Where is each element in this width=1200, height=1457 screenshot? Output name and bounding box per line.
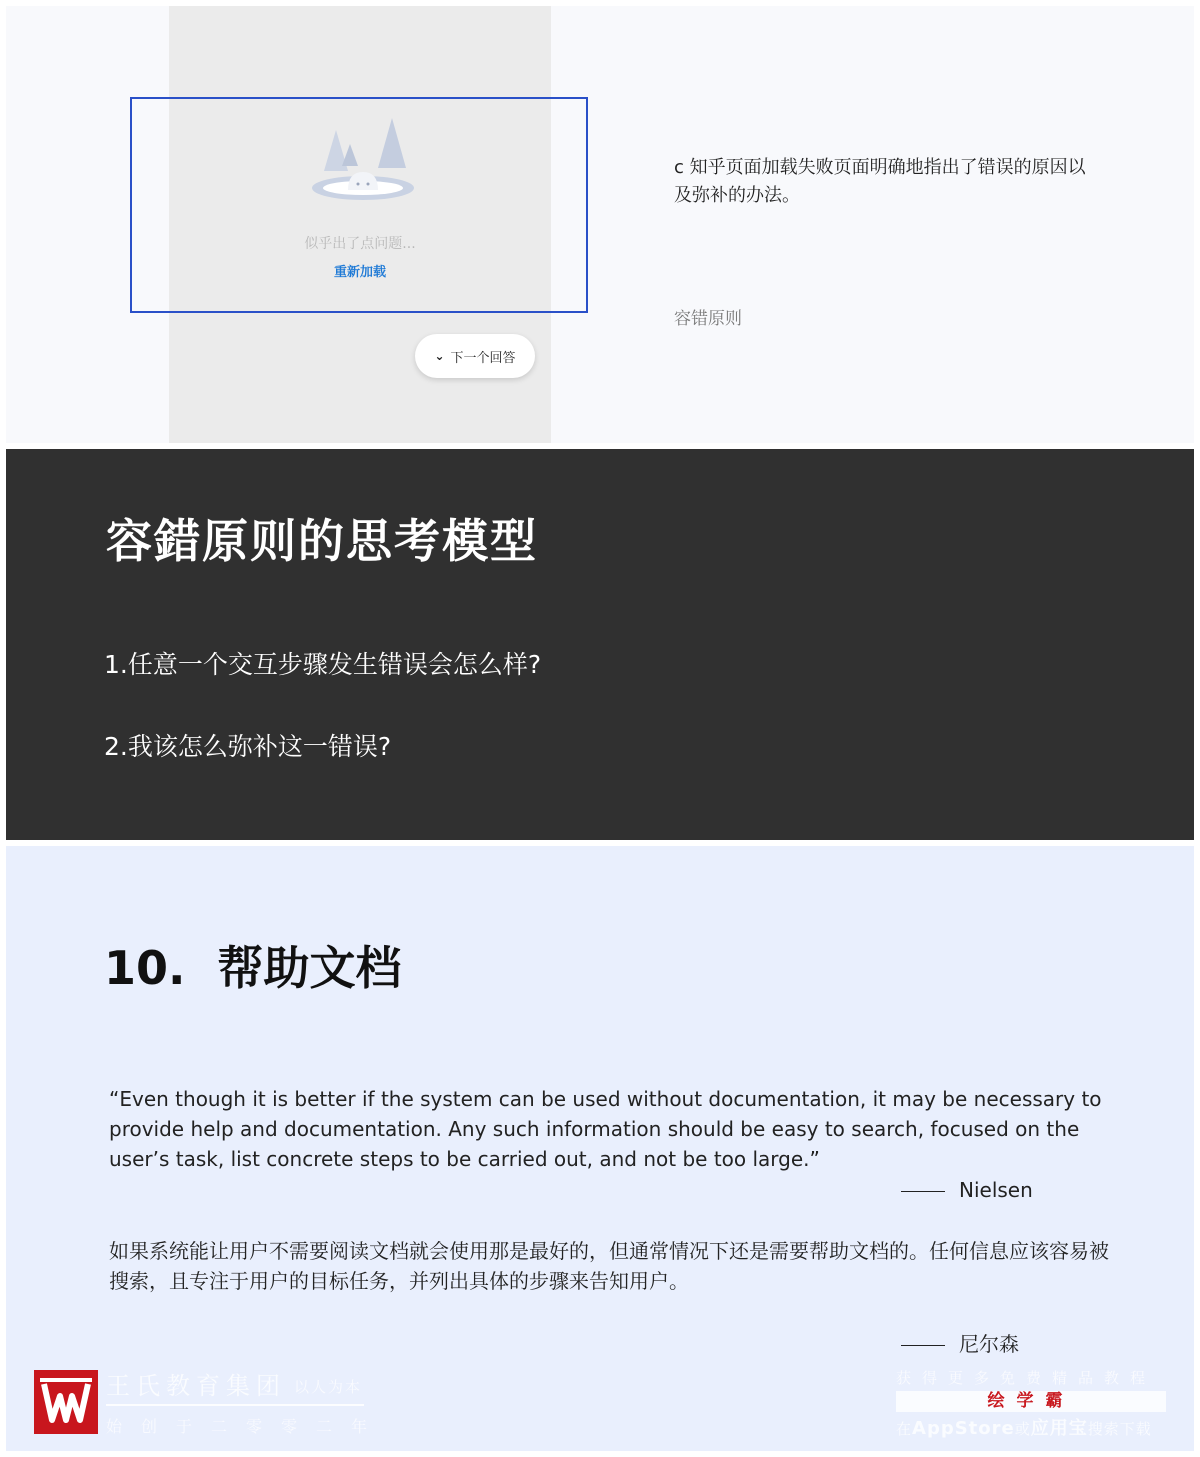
dash-divider bbox=[901, 1345, 945, 1346]
next-answer-label: 下一个回答 bbox=[450, 350, 516, 366]
quote-author-english bbox=[901, 1178, 1033, 1202]
watermark-org-name: 王氏教育集团 bbox=[106, 1372, 286, 1400]
error-example-section bbox=[6, 6, 1194, 443]
watermark-download-hint bbox=[896, 1414, 1152, 1440]
author-name: Nielsen bbox=[959, 1178, 1033, 1202]
hint-text: 搜索下载 bbox=[1087, 1420, 1152, 1438]
watermark-promo: 获得更多免费精品教程 bbox=[896, 1369, 1157, 1387]
question-item: 1.任意一个交互步骤发生错误会怎么样? bbox=[104, 650, 542, 679]
quote-author-chinese bbox=[901, 1328, 1019, 1357]
next-answer-button[interactable] bbox=[415, 334, 535, 378]
principle-tag: 容错原则 bbox=[674, 309, 742, 329]
hint-app-market: 应用宝 bbox=[1030, 1418, 1088, 1439]
watermark-slogan: 以人为本 bbox=[294, 1378, 363, 1396]
help-docs-section bbox=[6, 846, 1194, 1451]
error-message: 似乎出了点问题... bbox=[304, 236, 416, 252]
author-name: 尼尔森 bbox=[959, 1332, 1019, 1356]
brand-logo-icon bbox=[34, 1370, 98, 1434]
section-title: 容錯原则的思考模型 bbox=[106, 514, 538, 568]
highlight-frame bbox=[130, 97, 588, 313]
hint-app-store: AppStore bbox=[912, 1418, 1015, 1439]
double-chevron-down-icon: ⌄ bbox=[434, 349, 445, 363]
watermark-divider bbox=[106, 1404, 364, 1406]
dash-divider bbox=[901, 1191, 945, 1192]
question-item: 2.我该怎么弥补这一错误? bbox=[104, 732, 392, 761]
example-description: c 知乎页面加载失败页面明确地指出了错误的原因以及弥补的办法。 bbox=[674, 157, 1086, 206]
thinking-model-section bbox=[6, 449, 1194, 840]
hint-text: 或 bbox=[1014, 1420, 1031, 1438]
reload-link[interactable]: 重新加载 bbox=[333, 265, 386, 280]
hint-text: 在 bbox=[896, 1420, 913, 1438]
watermark-brand: 绘学霸 bbox=[896, 1391, 1166, 1412]
quote-chinese: 如果系统能让用户不需要阅读文档就会使用那是最好的，但通常情况下还是需要帮助文档的。任何信息应该容易被搜索，且专注于用户的目标任务，并列出具体的步骤来告知用户。 bbox=[109, 1239, 1109, 1293]
quote-english: “Even though it is better if the system can be used without documentation, it may be necessary to provide help and documentation. Any such information should be easy to search, focused on the user’s task, list concrete steps to be carried out, and not be too large.” bbox=[109, 1087, 1102, 1171]
section-title: 10. 帮助文档 bbox=[104, 941, 402, 995]
watermark-since: 始创于二零零二年 bbox=[106, 1417, 387, 1436]
